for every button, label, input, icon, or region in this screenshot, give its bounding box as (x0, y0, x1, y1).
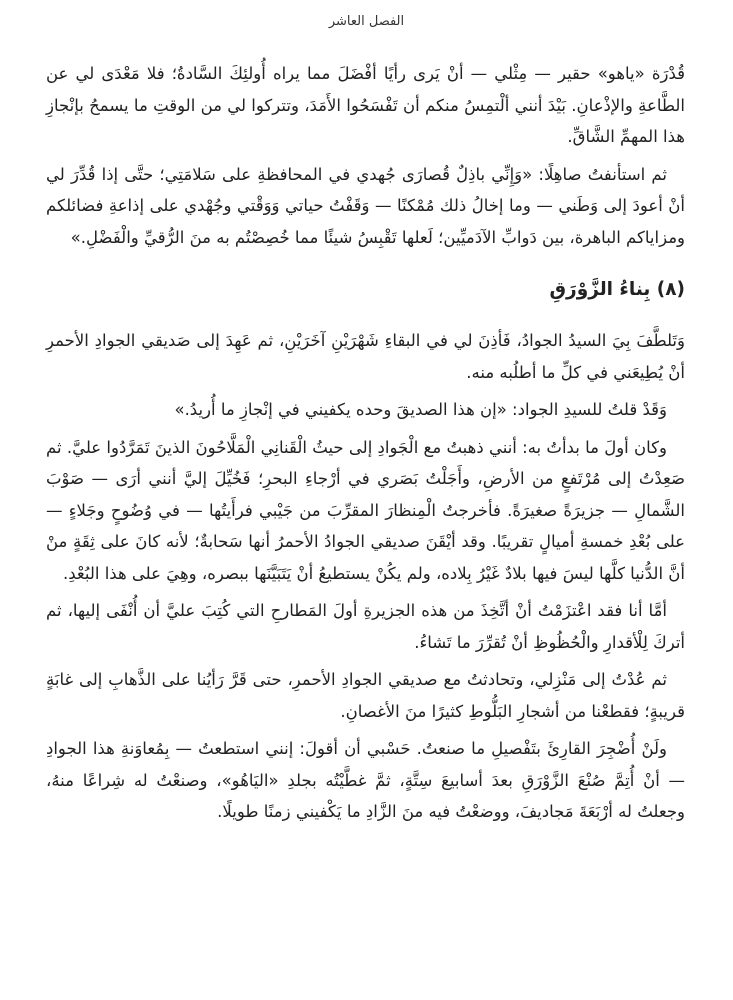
paragraph: ثم استأنفتُ صاهِلًا: «وَإِنِّي باذِلٌ قُصارَى جُهدي في المحافظةِ على سَلامَتِي؛ حتَّى إذا قُدِّرَ لي أنْ أعودَ إلى وَطَني — وما إخالُ ذلك مُمْكنًا — وَقَفْتُ حياتي وَوَقْتي وجُهْدي على إذاعةِ فضائلكم ومزاياكم الباهرة، بين دَوابِّ الآدَميِّين؛ لَعلها تَقْبِسُ شيئًا مما خُصِصْتُم به منَ الرُّقيِّ والْفَضْلِ.» (46, 164, 685, 247)
paragraph: أمَّا أنا فقد اعْتزَمْتُ أنْ أتَّخِذَ من هذه الجزيرةِ أولَ المَطارحِ التي كُتِبَ عليَّ أن أُنْفَى إليها، ثم أتركَ لِلْأقدارِ والْحُظُوظِ أنْ تُقرِّرَ ما تَشاءُ. (46, 601, 685, 652)
section-heading: (٨) بِناءُ الزَّوْرَقِ (549, 279, 685, 300)
running-header: الفصل العاشر (328, 14, 405, 29)
paragraph: ولَنْ أُضْجِرَ القارِئَ بتَفْصيلِ ما صنعتُ. حَسْبي أن أقولَ: إنني استطعتُ — بِمُعاوَنةِ هذا الجوادِ — أنْ أُتِمَّ صُنْعَ الزَّوْرَقِ بعدَ أسابيعَ سِتَّةٍ، ثمَّ غطَّيْتُه بجلدِ «اليَاهُو»، وصنعْتُ له شِراعًا منهُ، وجعلتُ له أرْبَعَةَ مَجاديفَ، ووضعْتُ فيه منَ الزَّادِ ما يَكْفيني زمنًا طويلًا. (46, 739, 685, 821)
paragraph: وكان أولَ ما بدأتُ به: أنني ذهبتُ مع الْجَوادِ إلى حيثُ الْقَنانِي الْمَلَّاحُونَ الذينَ تَمَرَّدُوا عليَّ. ثم صَعِدْتُ إلى مُرْتَفعٍ من الأرضِ، وأَجَلْتُ بَصَري في أرْجاءِ البحرِ؛ فَخُيِّلَ إليَّ أنني أرَى — صَوْبَ الشَّمالِ — جزيرَةً صغيرَةً. فأخرجتُ الْمِنظارَ المقرِّبَ من جَيْبي فرأَيتُها — في وُضُوحٍ وجَلاءٍ — على بُعْدِ خمسةِ أميالٍ تقريبًا. وقد أيْقَنَ صديقي الجوادُ الأحمرُ أنها سَحابةٌ؛ لأنه كانَ على ثِقَةٍ منْ أنَّ الدُّنيا كلَّها ليسَ فيها بلادٌ غَيْرُ بِلاده، ولم يكُنْ يستطيعُ أنْ يَتَبَيَّنَها ببصره، وهِيَ على هذا البُعْدِ. (46, 437, 685, 583)
paragraph: وَتَلطَّفَ بِيَ السيدُ الجوادُ، فَأذِنَ لي في البقاءِ شَهْرَيْنِ آخَرَيْنِ، ثم عَهِدَ إلى صَديقي الجوادِ الأحمرِ أنْ يُطِيعَني في كلِّ ما أطلُبه منه. (46, 331, 685, 382)
paragraph: ثم عُدْتُ إلى مَنْزِلي، وتحادثتُ مع صديقي الجوادِ الأحمرِ، حتى قَرَّ رَأيُنا على الذَّهابِ إلى غابَةٍ قريبةٍ؛ فقطعْنا من أشجارِ البَلُّوطِ كثيرًا منَ الأغصانِ. (46, 670, 685, 721)
paragraph: وَقَدْ قلتُ للسيدِ الجواد: «إن هذا الصديقَ وحده يكفيني في إنْجازِ ما أُريدُ.» (174, 400, 667, 419)
body-text (46, 58, 685, 834)
paragraph: قُدْرَة «ياهو» حقير — مِثْلي — أنْ يَرى رأيًا أفْضَلَ مما يراه أُولئِكَ السَّادةُ؛ فلا مَعْدَى لي عن الطَّاعةِ والإذْعانِ. بَيْدَ أنني ألْتمِسُ منكم أن تَفْسَحُوا الأَمَدَ، وتتركوا لي من الوقتِ ما يسمحُ بإنْجازِ هذا المهمِّ الشَّاقِّ. (46, 64, 685, 146)
